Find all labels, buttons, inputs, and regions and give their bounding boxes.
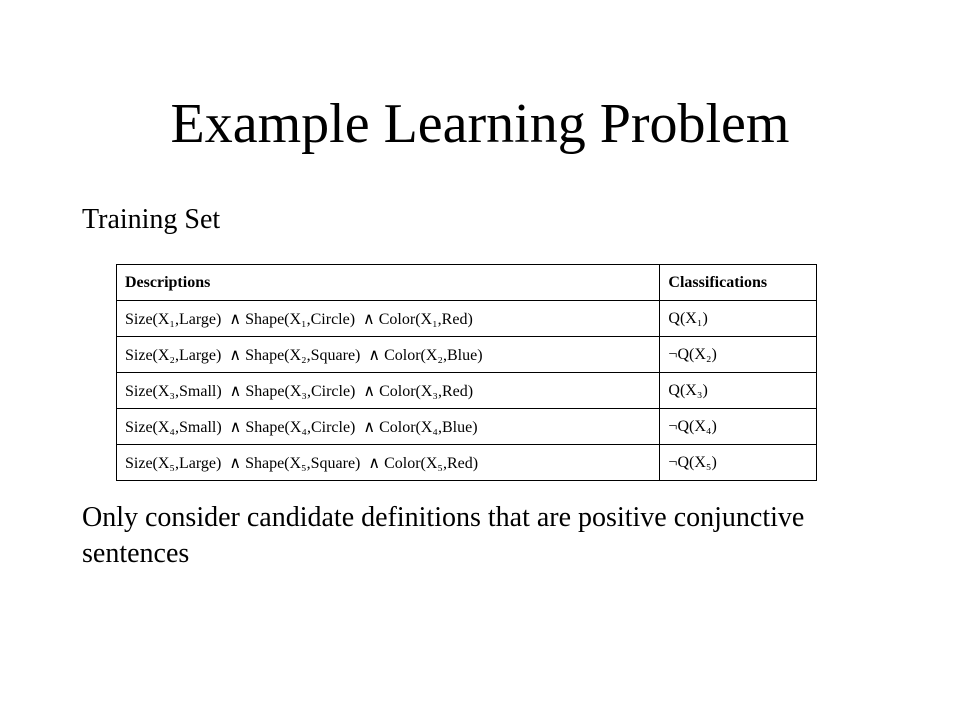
header-descriptions: Descriptions — [117, 265, 660, 301]
table-row — [117, 445, 817, 481]
candidate-definitions-note: Only consider candidate definitions that are positive conjunctive sentences — [82, 502, 805, 569]
table-row — [117, 301, 817, 337]
header-classifications: Classifications — [660, 265, 817, 301]
description-cell: Size(X₁,Large) ∧ Shape(X₁,Circle) ∧ Color(X₁,Red) — [117, 301, 660, 337]
classification-cell: ¬Q(X₄) — [660, 409, 817, 445]
classification-cell: ¬Q(X₂) — [660, 337, 817, 373]
classification-cell: Q(X₃) — [660, 373, 817, 409]
training-set-table — [116, 264, 817, 481]
table-body — [117, 301, 817, 481]
table-row — [117, 409, 817, 445]
description-cell: Size(X₃,Small) ∧ Shape(X₃,Circle) ∧ Color(X₃,Red) — [117, 373, 660, 409]
training-set-heading: Training Set — [82, 204, 221, 235]
classification-cell: ¬Q(X₅) — [660, 445, 817, 481]
classification-cell: Q(X₁) — [660, 301, 817, 337]
description-cell: Size(X₂,Large) ∧ Shape(X₂,Square) ∧ Color(X₂,Blue) — [117, 337, 660, 373]
description-cell: Size(X₅,Large) ∧ Shape(X₅,Square) ∧ Color(X₅,Red) — [117, 445, 660, 481]
slide-title: Example Learning Problem — [170, 93, 790, 155]
table-row — [117, 337, 817, 373]
table-header — [117, 265, 817, 301]
table-row — [117, 373, 817, 409]
description-cell: Size(X₄,Small) ∧ Shape(X₄,Circle) ∧ Color(X₄,Blue) — [117, 409, 660, 445]
header-row — [117, 265, 817, 301]
